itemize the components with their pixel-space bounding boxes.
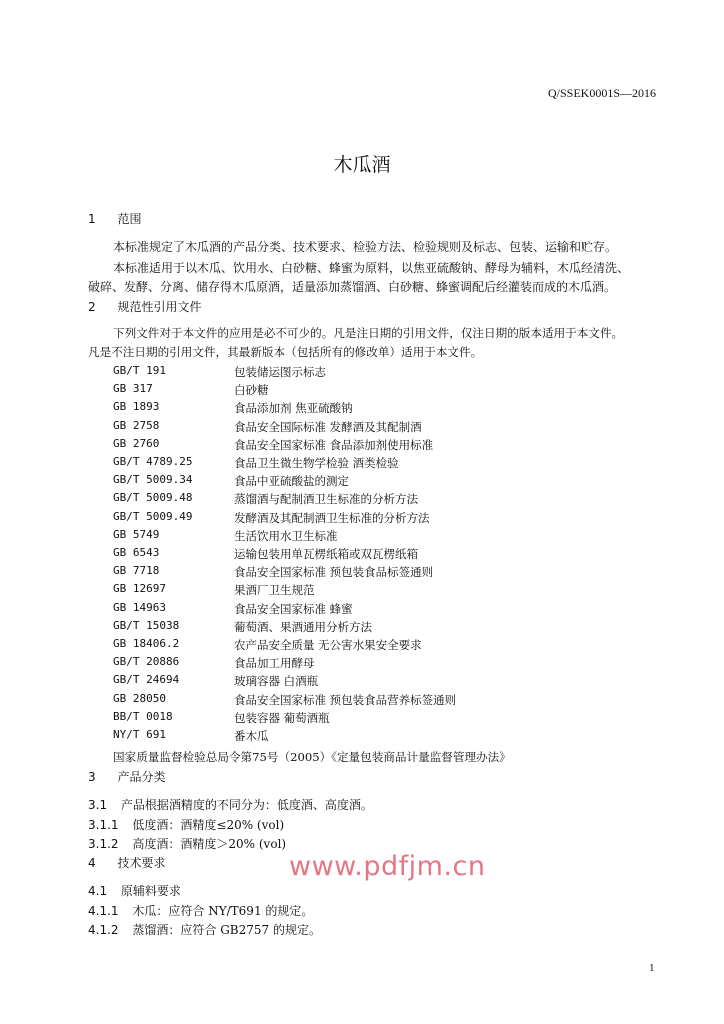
section-number: 2 <box>88 300 96 314</box>
reference-title: 食品中亚硫酸盐的测定 <box>234 474 349 489</box>
paragraph: 本标准规定了木瓜酒的产品分类、技术要求、检验方法、检验规则及标志、包装、运输和贮存。 <box>113 240 618 254</box>
reference-code: NY/T 691 <box>113 728 166 741</box>
clause-number: 3.1 <box>88 798 108 812</box>
clause-text: 应符合 GB2757 的规定。 <box>180 923 321 937</box>
paragraph: 破碎、发酵、分离、储存得木瓜原酒，适量添加蒸馏酒、白砂糖、蜂蜜调配后经灌装而成的木瓜酒。 <box>88 280 617 294</box>
reference-item <box>113 382 593 398</box>
clause-4-1 <box>88 882 181 899</box>
paragraph: 凡是不注日期的引用文件，其最新版本（包括所有的修改单）适用于本文件。 <box>88 345 483 359</box>
clause-number: 4.1.1 <box>88 904 119 918</box>
section-number: 1 <box>88 212 96 226</box>
reference-code: GB 1893 <box>113 400 160 414</box>
section-1-heading <box>88 210 141 227</box>
reference-item <box>113 564 593 580</box>
reference-code: GB 14963 <box>113 600 166 614</box>
reference-code: GB/T 24694 <box>113 673 180 687</box>
reference-title: 农产品安全质量 无公害水果安全要求 <box>234 638 422 652</box>
clause-number: 3.1.2 <box>88 837 119 851</box>
clause-text: 酒精度＞20% (vol) <box>180 837 287 851</box>
reference-title: 食品安全国家标准 蜂蜜 <box>234 601 353 616</box>
reference-code: GB 18406.2 <box>113 637 180 650</box>
reference-title: 葡萄酒、果酒通用分析方法 <box>234 619 372 634</box>
clause-number: 3.1.1 <box>88 818 119 832</box>
reference-title: 蒸馏酒与配制酒卫生标准的分析方法 <box>234 492 418 507</box>
reference-item <box>113 400 593 416</box>
clause-label: 低度酒： <box>132 818 181 832</box>
page-title: 木瓜酒 <box>333 154 391 176</box>
reference-code: GB 2760 <box>113 436 160 450</box>
clause-label: 木瓜： <box>132 904 169 918</box>
reference-title: 果酒厂卫生规范 <box>234 583 315 598</box>
section-3-heading <box>88 768 165 785</box>
reference-code: GB 5749 <box>113 527 160 541</box>
clause-3-1 <box>88 796 373 813</box>
reference-code: GB/T 5009.34 <box>113 473 193 487</box>
reference-code: GB 28050 <box>113 691 166 705</box>
clause-number: 4.1.2 <box>88 923 119 937</box>
paragraph: 本标准适用于以木瓜、饮用水、白砂糖、蜂蜜为原料，以焦亚硫酸钠、酵母为辅料，木瓜经清洗、 <box>113 261 630 275</box>
reference-item <box>113 582 593 598</box>
reference-item <box>113 546 593 562</box>
reference-title: 食品安全国家标准 食品添加剂使用标准 <box>234 437 434 452</box>
clause-4-1-1 <box>88 902 313 919</box>
reference-title: 白砂糖 <box>234 383 269 398</box>
reference-code: GB/T 4789.25 <box>113 455 193 468</box>
reference-item <box>113 655 593 671</box>
reference-item <box>113 619 593 635</box>
reference-item <box>113 528 593 544</box>
clause-number: 4.1 <box>88 884 108 898</box>
reference-code: GB/T 191 <box>113 364 166 377</box>
reference-item <box>113 364 593 380</box>
clause-3-1-2 <box>88 835 286 852</box>
reference-item <box>113 710 593 726</box>
clause-text: 应符合 NY/T691 的规定。 <box>168 904 314 918</box>
reference-item <box>113 491 593 507</box>
reference-code: GB/T 20886 <box>113 655 180 669</box>
clause-3-1-1 <box>88 816 284 833</box>
reference-item <box>113 673 593 689</box>
section-number: 4 <box>88 856 96 870</box>
reference-code: GB 6543 <box>113 546 160 559</box>
reference-item <box>113 692 593 708</box>
reference-title: 运输包装用单瓦楞纸箱或双瓦楞纸箱 <box>234 547 418 561</box>
section-4-heading <box>88 854 165 871</box>
reference-item <box>113 455 593 471</box>
reference-item <box>113 637 593 653</box>
reference-title: 食品安全国家标准 预包装食品标签通则 <box>234 565 434 580</box>
reference-item <box>113 419 593 435</box>
reference-code: GB 2758 <box>113 418 160 432</box>
reference-title: 包装储运图示标志 <box>234 365 326 379</box>
section-title: 技术要求 <box>117 856 166 870</box>
reference-title: 食品安全国际标准 发酵酒及其配制酒 <box>234 419 422 434</box>
clause-text: 产品根据酒精度的不同分为：低度酒、高度酒。 <box>120 798 373 812</box>
section-title: 规范性引用文件 <box>117 300 202 314</box>
reference-item <box>113 601 593 617</box>
reference-title: 食品加工用酵母 <box>234 656 315 671</box>
reference-title: 发酵酒及其配制酒卫生标准的分析方法 <box>234 510 430 525</box>
paragraph: 国家质量监督检验总局令第75号（2005）《定量包装商品计量监督管理办法》 <box>113 750 511 764</box>
reference-code: GB/T 15038 <box>113 618 180 632</box>
reference-item <box>113 473 593 489</box>
watermark: www.pdfjm.cn <box>289 851 486 882</box>
section-title: 范围 <box>117 212 142 226</box>
reference-code: GB/T 5009.48 <box>113 491 193 505</box>
reference-title: 玻璃容器 白酒瓶 <box>234 674 319 689</box>
clause-label: 蒸馏酒： <box>132 923 181 937</box>
reference-title: 食品卫生微生物学检验 酒类检验 <box>234 456 399 470</box>
reference-title: 生活饮用水卫生标准 <box>234 528 338 543</box>
reference-code: BB/T 0018 <box>113 709 173 723</box>
reference-item <box>113 728 593 744</box>
section-number: 3 <box>88 770 96 784</box>
reference-title: 包装容器 葡萄酒瓶 <box>234 710 330 725</box>
reference-title: 番木瓜 <box>234 729 269 743</box>
clause-4-1-2 <box>88 921 321 938</box>
section-2-heading <box>88 298 201 315</box>
reference-code: GB/T 5009.49 <box>113 509 193 523</box>
clause-label: 高度酒： <box>132 837 181 851</box>
reference-code: GB 7718 <box>113 564 160 578</box>
reference-code: GB 317 <box>113 382 153 396</box>
reference-code: GB 12697 <box>113 582 166 596</box>
document-number: Q/SSEK0001S—2016 <box>547 86 656 100</box>
reference-title: 食品添加剂 焦亚硫酸钠 <box>234 401 353 416</box>
clause-text: 酒精度≤20% (vol) <box>180 818 285 832</box>
paragraph: 下列文件对于本文件的应用是必不可少的。凡是注日期的引用文件，仅注日期的版本适用于本文件。 <box>113 326 624 340</box>
reference-item <box>113 510 593 526</box>
clause-text: 原辅料要求 <box>120 884 181 898</box>
reference-title: 食品安全国家标准 预包装食品营养标签通则 <box>234 692 457 707</box>
section-title: 产品分类 <box>117 770 166 784</box>
page-number: 1 <box>649 962 655 974</box>
reference-item <box>113 437 593 453</box>
